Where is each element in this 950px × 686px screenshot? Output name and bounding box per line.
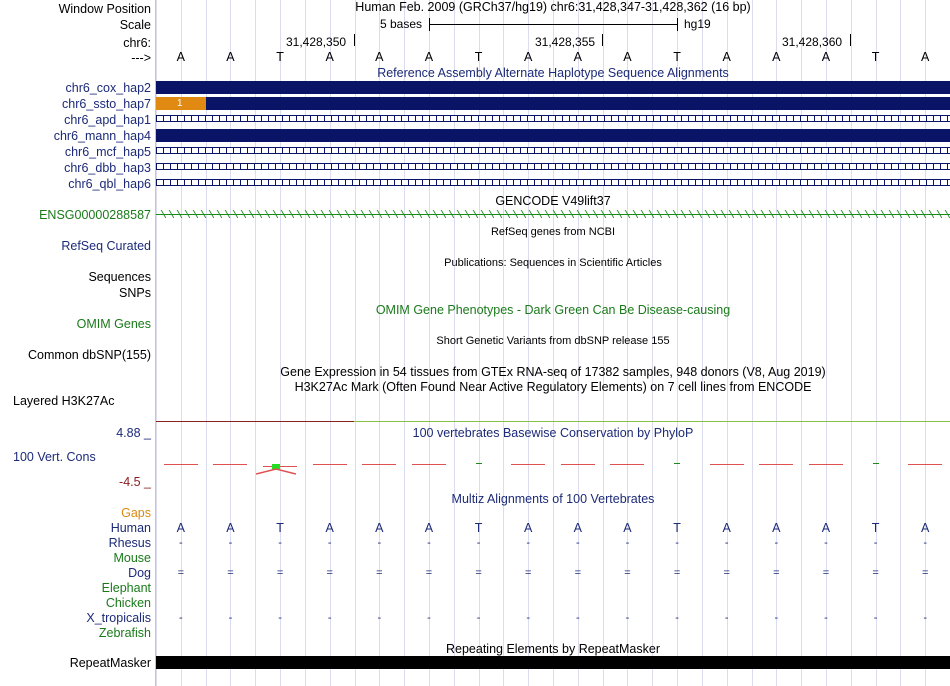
- scale-label: Scale: [119, 18, 151, 32]
- species-alignment-mark: -: [377, 537, 382, 549]
- layered-h3k27ac-label[interactable]: Layered H3K27Ac: [13, 394, 115, 408]
- scale-bar: [429, 24, 678, 25]
- species-label-dog[interactable]: Dog: [128, 566, 151, 580]
- gtex-title[interactable]: Gene Expression in 54 tissues from GTEx RNA-seq of 17382 samples, 948 donors (V8, Aug 2019): [280, 365, 826, 379]
- species-alignment-mark: =: [673, 567, 681, 579]
- conservation-min-label: -4.5 _: [119, 475, 151, 489]
- species-label-zebrafish[interactable]: Zebrafish: [98, 626, 151, 640]
- base-letter: A: [722, 50, 731, 64]
- conservation-bar: [908, 464, 942, 465]
- base-letter: A: [375, 50, 384, 64]
- base-letter: A: [424, 50, 434, 64]
- dbsnp-title[interactable]: Short Genetic Variants from dbSNP release 155: [436, 335, 670, 347]
- coord-tick-3: [850, 34, 851, 46]
- coord-tick-2: [602, 34, 603, 46]
- h3k27ac-signal-low: [156, 421, 354, 422]
- species-alignment-mark: -: [625, 537, 630, 549]
- refseq-curated-label[interactable]: RefSeq Curated: [61, 239, 151, 253]
- human-base-letter: A: [325, 521, 334, 535]
- conservation-bar: [610, 464, 644, 465]
- human-base-letter: A: [375, 521, 384, 535]
- base-letter: T: [871, 50, 880, 64]
- species-label-elephant[interactable]: Elephant: [101, 581, 151, 595]
- conservation-bar: [759, 464, 793, 465]
- track-label-chr6-qbl-hap6[interactable]: chr6_qbl_hap6: [68, 177, 151, 191]
- species-alignment-mark: =: [723, 567, 730, 579]
- human-base-letter: A: [921, 521, 930, 535]
- base-letter: A: [325, 50, 334, 64]
- species-alignment-mark: =: [921, 567, 929, 579]
- human-base-letter: A: [722, 521, 731, 535]
- species-alignment-mark: -: [327, 537, 332, 549]
- species-alignment-mark: -: [526, 537, 531, 549]
- human-base-letter: A: [821, 521, 831, 535]
- species-alignment-mark: -: [228, 612, 233, 624]
- species-alignment-mark: =: [822, 567, 830, 579]
- omim-title[interactable]: OMIM Gene Phenotypes - Dark Green Can Be Disease-causing: [375, 303, 731, 317]
- window-position-text: Human Feb. 2009 (GRCh37/hg19) chr6:31,428,347-31,428,362 (16 bp): [355, 0, 751, 14]
- track-chr6-qbl-hap6[interactable]: [156, 179, 950, 186]
- track-label-chr6-mcf-hap5[interactable]: chr6_mcf_hap5: [64, 145, 151, 159]
- species-alignment-mark: -: [824, 537, 828, 549]
- species-alignment-mark: -: [228, 537, 233, 549]
- gencode-gene-label[interactable]: ENSG00000288587: [39, 208, 151, 222]
- common-dbsnp-label[interactable]: Common dbSNP(155): [28, 348, 151, 362]
- track-data-area[interactable]: [156, 0, 950, 686]
- base-letter: A: [821, 50, 831, 64]
- species-alignment-mark: =: [276, 567, 284, 579]
- human-base-letter: A: [772, 521, 781, 535]
- track-chr6-apd-hap1[interactable]: [156, 115, 950, 122]
- species-label-x-tropicalis[interactable]: X_tropicalis: [86, 611, 151, 625]
- conservation-bar: [313, 464, 347, 465]
- species-label-human[interactable]: Human: [110, 521, 151, 535]
- species-alignment-mark: -: [625, 612, 630, 624]
- base-letter: A: [226, 50, 235, 64]
- species-alignment-mark: -: [476, 612, 481, 624]
- track-chr6-cox-hap2[interactable]: [156, 81, 950, 94]
- conservation-bar: [511, 464, 545, 465]
- conservation-bar: [873, 463, 879, 464]
- species-alignment-mark: =: [574, 567, 582, 579]
- base-letter: A: [772, 50, 781, 64]
- track-label-chr6-ssto-hap7[interactable]: chr6_ssto_hap7: [62, 97, 151, 111]
- track-chr6-ssto-hap7[interactable]: [156, 97, 950, 110]
- h3k27ac-signal-high: [354, 421, 950, 422]
- conservation-bar: [561, 464, 595, 465]
- scale-text: 5 bases: [380, 17, 423, 31]
- conservation-track-label[interactable]: 100 Vert. Cons: [13, 450, 96, 464]
- species-alignment-mark: =: [376, 567, 383, 579]
- alt-haplotypes-title[interactable]: Reference Assembly Alternate Haplotype Sequence Alignments: [377, 66, 729, 80]
- human-base-letter: T: [474, 521, 483, 535]
- species-label-mouse[interactable]: Mouse: [113, 551, 151, 565]
- species-alignment-mark: -: [724, 537, 729, 549]
- conservation-bar: [476, 463, 482, 464]
- species-alignment-mark: -: [476, 537, 481, 549]
- species-alignment-mark: =: [425, 567, 433, 579]
- conservation-bar: [164, 464, 198, 465]
- conservation-bar: [213, 464, 247, 465]
- species-alignment-mark: -: [873, 612, 878, 624]
- repeatmasker-title[interactable]: Repeating Elements by RepeatMasker: [445, 642, 660, 656]
- species-alignment-mark: -: [278, 537, 282, 549]
- publications-title[interactable]: Publications: Sequences in Scientific Articles: [444, 257, 662, 269]
- species-alignment-mark: -: [675, 537, 679, 549]
- conservation-title[interactable]: 100 vertebrates Basewise Conservation by PhyloP: [412, 426, 694, 440]
- species-alignment-mark: -: [427, 537, 431, 549]
- species-alignment-mark: -: [575, 537, 580, 549]
- species-alignment-mark: -: [278, 612, 282, 624]
- base-letter: A: [921, 50, 930, 64]
- publications-sequences-label[interactable]: Sequences: [88, 270, 151, 284]
- multiz-gaps-label: Gaps: [121, 506, 151, 520]
- conservation-bar: [809, 464, 843, 465]
- h3k27ac-title[interactable]: H3K27Ac Mark (Often Found Near Active Regulatory Elements) on 7 cell lines from ENCODE: [294, 380, 812, 394]
- scale-bar-right-tick: [677, 18, 678, 31]
- scale-db: hg19: [684, 17, 711, 31]
- window-position-label: Window Position: [58, 2, 151, 16]
- species-alignment-mark: -: [575, 612, 580, 624]
- conservation-bar: [362, 464, 396, 465]
- multiz-title[interactable]: Multiz Alignments of 100 Vertebrates: [451, 492, 655, 506]
- conservation-bar: [710, 464, 744, 465]
- species-alignment-mark: -: [923, 537, 928, 549]
- base-letter: T: [276, 50, 284, 64]
- track-label-chr6-cox-hap2[interactable]: chr6_cox_hap2: [65, 81, 151, 95]
- species-alignment-mark: -: [724, 612, 729, 624]
- human-base-letter: A: [176, 521, 185, 535]
- conservation-bar: [412, 464, 446, 465]
- refseq-title[interactable]: RefSeq genes from NCBI: [490, 226, 616, 238]
- track-label-chr6-apd-hap1[interactable]: chr6_apd_hap1: [64, 113, 151, 127]
- human-base-letter: T: [673, 521, 681, 535]
- scale-bar-left-tick: [429, 18, 430, 31]
- conservation-bar: [674, 463, 680, 464]
- species-alignment-mark: -: [873, 537, 878, 549]
- human-base-letter: A: [226, 521, 235, 535]
- species-alignment-mark: -: [824, 612, 828, 624]
- repeatmasker-track[interactable]: [156, 656, 950, 669]
- haplotype-mismatch-badge[interactable]: 1: [156, 97, 206, 110]
- species-alignment-mark: -: [327, 612, 332, 624]
- base-letter: A: [623, 50, 632, 64]
- strand-label: --->: [131, 51, 151, 65]
- species-alignment-mark: =: [524, 567, 532, 579]
- conservation-bar: [263, 466, 297, 467]
- coord-label-3: 31,428,360: [782, 35, 843, 49]
- coord-label-2: 31,428,355: [535, 35, 596, 49]
- species-alignment-mark: -: [526, 612, 531, 624]
- species-alignment-mark: -: [427, 612, 431, 624]
- species-alignment-mark: -: [923, 612, 928, 624]
- human-base-letter: A: [573, 521, 582, 535]
- gencode-title[interactable]: GENCODE V49lift37: [495, 194, 611, 208]
- species-alignment-mark: -: [774, 612, 779, 624]
- species-alignment-mark: =: [326, 567, 333, 579]
- human-base-letter: A: [623, 521, 632, 535]
- species-label-rhesus[interactable]: Rhesus: [108, 536, 151, 550]
- track-chr6-mann-hap4[interactable]: [156, 129, 950, 142]
- species-alignment-mark: -: [377, 612, 382, 624]
- base-letter: T: [673, 50, 681, 64]
- human-base-letter: A: [424, 521, 434, 535]
- track-chr6-mcf-hap5[interactable]: [156, 147, 950, 154]
- species-alignment-mark: -: [178, 612, 183, 624]
- base-letter: A: [176, 50, 185, 64]
- track-chr6-dbb-hap3[interactable]: [156, 163, 950, 170]
- species-alignment-mark: =: [773, 567, 780, 579]
- species-alignment-mark: =: [872, 567, 879, 579]
- track-label-column: [0, 0, 155, 686]
- coord-tick-1: [354, 34, 355, 46]
- base-letter: A: [524, 50, 533, 64]
- track-label-chr6-mann-hap4[interactable]: chr6_mann_hap4: [53, 129, 151, 143]
- species-alignment-mark: =: [624, 567, 631, 579]
- species-alignment-mark: -: [178, 537, 183, 549]
- chrom-label: chr6:: [123, 36, 151, 50]
- conservation-dip: [256, 468, 296, 476]
- snps-label[interactable]: SNPs: [119, 286, 151, 300]
- species-alignment-mark: -: [774, 537, 779, 549]
- base-letter: A: [573, 50, 582, 64]
- coord-label-1: 31,428,350: [286, 35, 347, 49]
- human-base-letter: A: [524, 521, 533, 535]
- species-alignment-mark: =: [227, 567, 234, 579]
- repeatmasker-label[interactable]: RepeatMasker: [69, 656, 151, 670]
- species-alignment-mark: =: [475, 567, 482, 579]
- base-letter: T: [474, 50, 483, 64]
- human-base-letter: T: [276, 521, 284, 535]
- species-alignment-mark: -: [675, 612, 679, 624]
- species-label-chicken[interactable]: Chicken: [105, 596, 151, 610]
- omim-genes-label[interactable]: OMIM Genes: [76, 317, 151, 331]
- conservation-max-label: 4.88 _: [116, 426, 151, 440]
- human-base-letter: T: [871, 521, 880, 535]
- track-label-chr6-dbb-hap3[interactable]: chr6_dbb_hap3: [64, 161, 151, 175]
- species-alignment-mark: =: [177, 567, 185, 579]
